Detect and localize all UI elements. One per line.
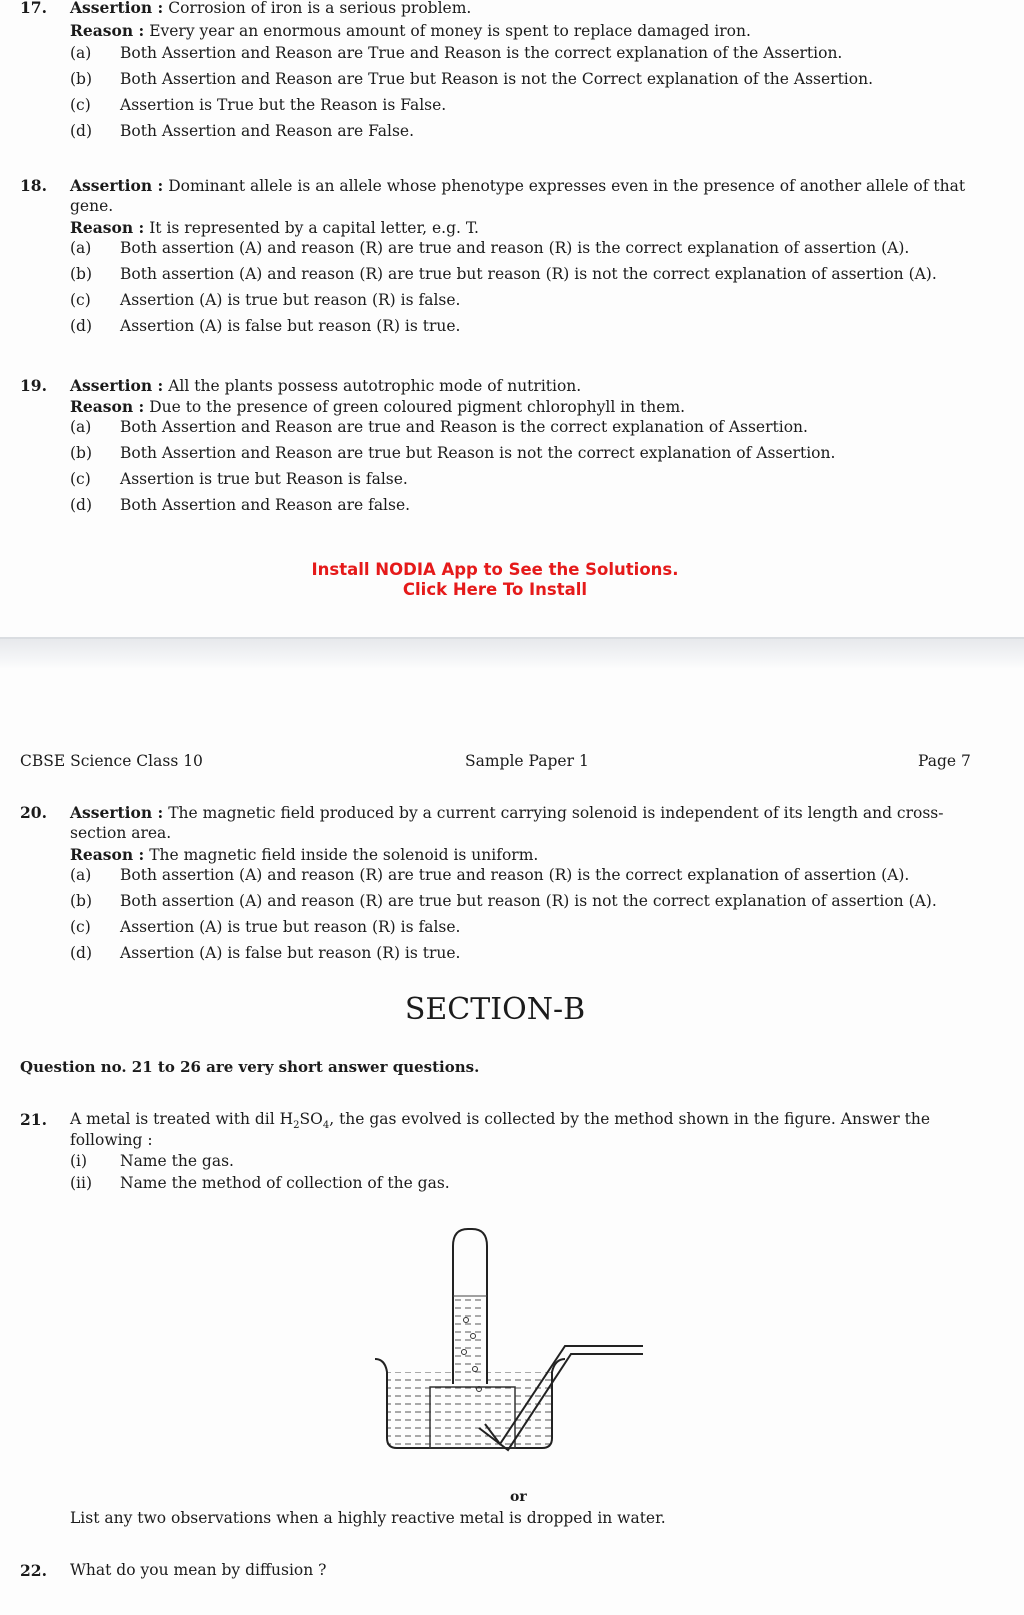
assertion-label: Assertion : [70,176,164,195]
option-c: (c) Assertion is True but the Reason is False. [70,96,447,114]
assertion-text: Corrosion of iron is a serious problem. [168,0,472,17]
reason-label: Reason : [70,845,145,864]
reason-text: The magnetic field inside the solenoid is uniform. [149,846,539,864]
reason-label: Reason : [70,21,145,40]
header-page-number: Page 7 [918,752,971,770]
option-b: (b) Both Assertion and Reason are True but Reason is not the Correct explanation of the Assertion. [70,70,873,88]
option-b: (b) Both Assertion and Reason are true but Reason is not the correct explanation of Assertion. [70,444,836,462]
reason-text: Due to the presence of green coloured pigment chlorophyll in them. [149,398,686,416]
question-continuation: following : [70,1131,153,1149]
option-d: (d) Both Assertion and Reason are False. [70,122,415,140]
reason-label: Reason : [70,218,145,237]
option-b: (b) Both assertion (A) and reason (R) are true but reason (R) is not the correct explanation of assertion (A). [70,265,937,283]
part-ii: (ii) Name the method of collection of the gas. [70,1174,450,1192]
alternative-question: List any two observations when a highly reactive metal is dropped in water. [70,1509,666,1527]
assertion-text: Dominant allele is an allele whose phenotype expresses even in the presence of another allele of that [168,177,966,195]
assertion-text: The magnetic field produced by a current carrying solenoid is independent of its length and cross- [168,804,944,822]
reason-text: Every year an enormous amount of money is spent to replace damaged iron. [149,22,751,40]
section-title: SECTION-B [404,992,586,1027]
section-note: Question no. 21 to 26 are very short answer questions. [20,1058,480,1076]
option-c: (c) Assertion (A) is true but reason (R) is false. [70,918,461,936]
question-number: 17. [20,0,47,17]
option-a: (a) Both assertion (A) and reason (R) are true and reason (R) is the correct explanation of assertion (A). [70,239,910,257]
option-d: (d) Assertion (A) is false but reason (R) is true. [70,944,461,962]
assertion-text: All the plants possess autotrophic mode of nutrition. [168,377,582,395]
question-number: 20. [20,803,47,822]
gas-collection-figure [375,1224,665,1474]
install-line-1[interactable]: Install NODIA App to See the Solutions. [311,560,679,579]
page-divider [0,637,1024,669]
option-d: (d) Assertion (A) is false but reason (R) is true. [70,317,461,335]
assertion-continuation: gene. [70,197,114,215]
option-c: (c) Assertion is true but Reason is false. [70,470,408,488]
reason-text: It is represented by a capital letter, e.g. T. [149,219,479,237]
assertion-label: Assertion : [70,803,164,822]
install-app-banner[interactable] [0,560,990,600]
option-a: (a) Both assertion (A) and reason (R) are true and reason (R) is the correct explanation of assertion (A). [70,866,910,884]
part-i: (i) Name the gas. [70,1152,234,1170]
question-number: 21. [20,1110,47,1129]
question-number: 22. [20,1561,47,1580]
assertion-continuation: section area. [70,824,172,842]
assertion-label: Assertion : [70,376,164,395]
option-a: (a) Both Assertion and Reason are True and Reason is the correct explanation of the Assertion. [70,44,843,62]
or-separator: or [510,1489,527,1505]
header-paper: Sample Paper 1 [465,752,589,770]
reason-label: Reason : [70,397,145,416]
option-a: (a) Both Assertion and Reason are true and Reason is the correct explanation of Assertion. [70,418,808,436]
header-subject: CBSE Science Class 10 [20,752,203,770]
question-number: 18. [20,176,47,195]
option-b: (b) Both assertion (A) and reason (R) are true but reason (R) is not the correct explanation of assertion (A). [70,892,937,910]
question-text: What do you mean by diffusion ? [70,1561,327,1579]
install-link[interactable]: Click Here To Install [402,580,588,599]
option-d: (d) Both Assertion and Reason are false. [70,496,411,514]
option-c: (c) Assertion (A) is true but reason (R) is false. [70,291,461,309]
assertion-label: Assertion : [70,0,164,17]
question-number: 19. [20,376,47,395]
